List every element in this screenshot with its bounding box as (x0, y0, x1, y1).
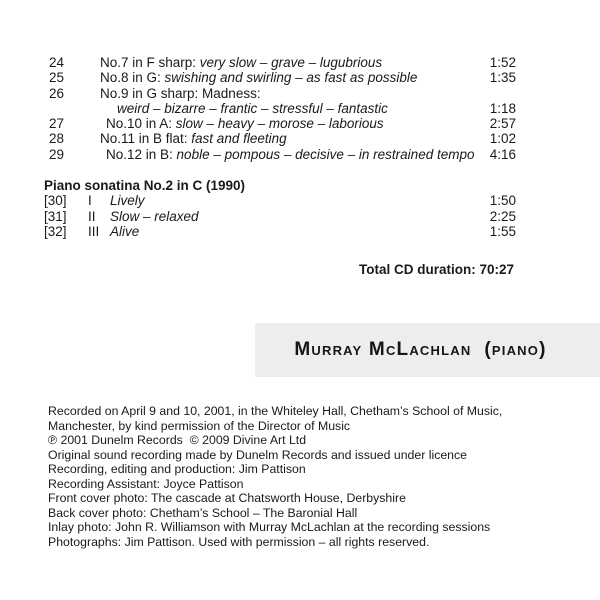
track-number: [32] (44, 223, 67, 239)
track-time: 1:55 (489, 223, 516, 239)
track-title-descriptor: very slow – grave – lugubrious (199, 55, 383, 70)
credits-line: ℗ 2001 Dunelm Records © 2009 Divine Art Ltd (48, 433, 307, 448)
credits-line: Recording Assistant: Joyce Pattison (48, 476, 244, 491)
track-title (100, 70, 474, 85)
track-title (100, 147, 474, 162)
movement-title: Slow – relaxed (110, 208, 199, 224)
track-time: 2:57 (489, 116, 516, 132)
track-row (44, 147, 516, 162)
movement-title: Alive (110, 223, 140, 239)
track-number: [30] (44, 193, 67, 209)
movement-numeral: III (88, 223, 100, 239)
sonatina-section (44, 178, 516, 239)
track-title-prefix: No.9 in G sharp: Madness: (100, 85, 261, 101)
track-title-prefix: No.10 in A: (106, 116, 176, 132)
track-title (100, 55, 474, 70)
track-title (100, 116, 474, 131)
track-number: [31] (44, 208, 67, 224)
track-number: 29 (49, 146, 65, 162)
sonatina-heading: Piano sonatina No.2 in C (1990) (44, 178, 246, 193)
track-title-descriptor: slow – heavy – morose – laborious (175, 116, 384, 132)
track-title (100, 86, 474, 101)
track-row (44, 86, 516, 101)
credits-line: Front cover photo: The cascade at Chatsworth House, Derbyshire (48, 491, 406, 506)
credits-line: Back cover photo: Chetham’s School – The Baronial Hall (48, 505, 358, 520)
track-time: 1:18 (489, 100, 516, 116)
track-title-descriptor: swishing and swirling – as fast as possible (164, 70, 418, 86)
credits-line: Manchester, by kind permission of the Director of Music (48, 418, 351, 433)
track-row (44, 55, 516, 70)
track-title-descriptor: weird – bizarre – frantic – stressful – fantastic (117, 100, 388, 116)
track-number (44, 101, 100, 116)
track-title (100, 131, 474, 146)
track-title-descriptor: fast and fleeting (191, 131, 287, 147)
credits-line: Original sound recording made by Dunelm Records and issued under licence (48, 447, 468, 462)
track-number: 27 (49, 116, 65, 132)
sonatina-row (44, 224, 516, 239)
track-time (474, 86, 516, 101)
credits-line: Recording, editing and production: Jim Pattison (48, 462, 306, 477)
track-title-prefix: No.12 in B: (106, 146, 177, 162)
track-time: 1:02 (489, 131, 516, 147)
artist-name: Murray McLachlan (piano) (294, 339, 547, 360)
track-title-prefix: No.7 in F sharp: (100, 55, 200, 70)
track-time: 1:52 (489, 55, 516, 70)
artist-banner (255, 323, 600, 377)
movement-title: Lively (110, 193, 145, 209)
credits-block (48, 404, 588, 549)
track-row (44, 116, 516, 131)
track-time: 4:16 (489, 146, 516, 162)
track-title-descriptor: noble – pompous – decisive – in restrained tempo (176, 146, 475, 162)
movement-numeral: II (88, 208, 96, 224)
track-number: 24 (49, 55, 65, 70)
track-title (100, 101, 474, 116)
track-time: 1:35 (489, 70, 516, 86)
track-row (44, 101, 516, 116)
track-list (44, 55, 516, 162)
movement-numeral: I (88, 193, 92, 209)
track-title-prefix: No.11 in B flat: (100, 131, 192, 147)
track-number: 26 (49, 85, 65, 101)
track-time: 1:50 (489, 193, 516, 209)
sonatina-row (44, 193, 516, 208)
credits-line: Photographs: Jim Pattison. Used with permission – all rights reserved. (48, 534, 430, 549)
credits-line: Recorded on April 9 and 10, 2001, in the Whiteley Hall, Chetham’s School of Music, (48, 404, 503, 418)
track-number: 28 (49, 131, 65, 147)
sonatina-rows (44, 193, 516, 239)
track-title-prefix: No.8 in G: (100, 70, 165, 86)
track-time: 2:25 (489, 208, 516, 224)
credits-line: Inlay photo: John R. Williamson with Murray McLachlan at the recording sessions (48, 520, 491, 535)
track-row (44, 131, 516, 146)
track-number: 25 (49, 70, 65, 86)
track-row (44, 70, 516, 85)
total-duration: Total CD duration: 70:27 (358, 262, 514, 277)
sonatina-row (44, 209, 516, 224)
